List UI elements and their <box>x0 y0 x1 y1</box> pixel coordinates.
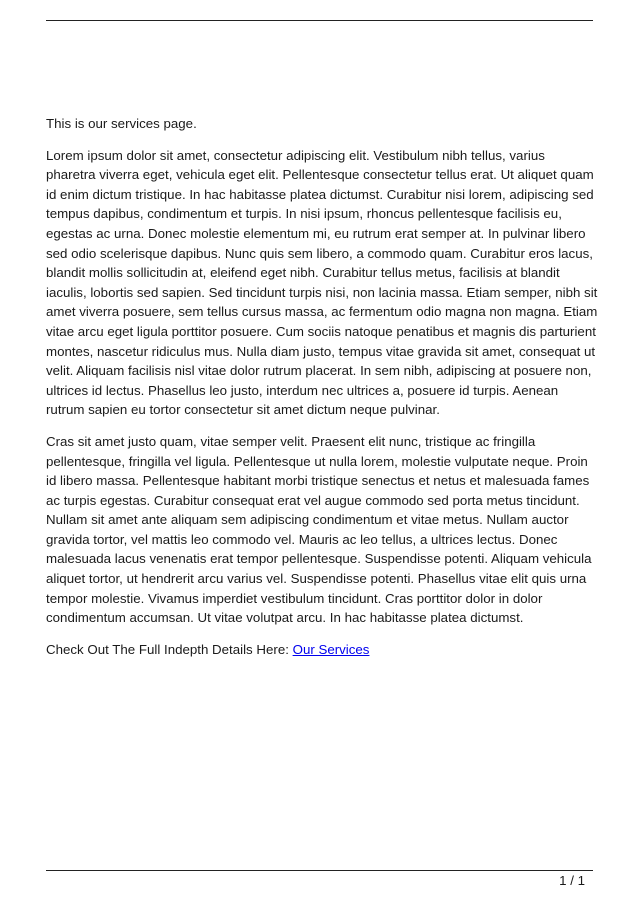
page-number: 1 / 1 <box>559 873 585 888</box>
footer-rule <box>46 870 593 871</box>
intro-text: This is our services page. <box>46 116 197 131</box>
header-rule <box>46 20 593 21</box>
document-body <box>46 114 598 671</box>
paragraph-2: Cras sit amet justo quam, vitae semper velit. Praesent elit nunc, tristique ac fringilla pellentesque, fringilla vel ligula. Pellentesque ut nulla lorem, molestie vulputate neque. Proin id libero massa. Pellentesque habitant morbi tristique senectus et netus et malesuada fames ac turpis egestas. Curabitur consequat erat vel augue commodo sed porta metus tincidunt. Nullam sit amet ante aliquam sem adipiscing condimentum et vitae metus. Nullam auctor gravida tortor, vel mattis leo commodo vel. Mauris ac leo tellus, a ultrices lectus. Donec malesuada lacus venenatis erat tempor pellentesque. Suspendisse potenti. Aliquam vehicula aliquet tortor, ut hendrerit arcu varius vel. Suspendisse potenti. Phasellus vitae elit quis urna tempor molestie. Vivamus imperdiet vestibulum tincidunt. Cras porttitor dolor in dolor condimentum accumsan. Ut vitae volutpat arcu. In hac habitasse platea dictumst. <box>46 433 592 626</box>
our-services-link[interactable]: Our Services <box>292 641 370 657</box>
details-line <box>46 640 598 660</box>
details-prefix: Check Out The Full Indepth Details Here: <box>46 641 293 657</box>
paragraph-1: Lorem ipsum dolor sit amet, consectetur adipiscing elit. Vestibulum nibh tellus, varius pharetra viverra eget, vehicula eget elit. Pellentesque consectetur tellus erat. Ut aliquet quam id enim dictum tristique. In hac habitasse platea dictumst. Curabitur nisi lorem, adipiscing sed tempus dapibus, condimentum et turpis. In nisi ipsum, rhoncus pellentesque facilisis eu, egestas ac urna. Donec molestie elementum mi, eu rutrum erat semper at. In pulvinar libero sed odio scelerisque dapibus. Nunc quis sem libero, a commodo quam. Curabitur eros lacus, blandit mollis sollicitudin at, eleifend eget nibh. Curabitur tellus metus, facilisis at blandit iaculis, lobortis sed sapien. Sed tincidunt turpis nisi, non lacinia massa. Etiam semper, nibh sit amet viverra posuere, sem tellus cursus massa, ac fermentum odio magna non magna. Etiam vitae arcu eget ligula porttitor posuere. Cum sociis natoque penatibus et magnis dis parturient montes, nascetur ridiculus mus. Nulla diam justo, tempus vitae gravida sit amet, consequat ut velit. Aliquam facilisis nisl vitae dolor rutrum placerat. In sem nibh, adipiscing at posuere non, ultrices id lectus. Phasellus leo justo, interdum nec ultrices a, posuere id turpis. Aenean rutrum sapien eu tortor consectetur sit amet dictum neque pulvinar. <box>46 147 598 418</box>
